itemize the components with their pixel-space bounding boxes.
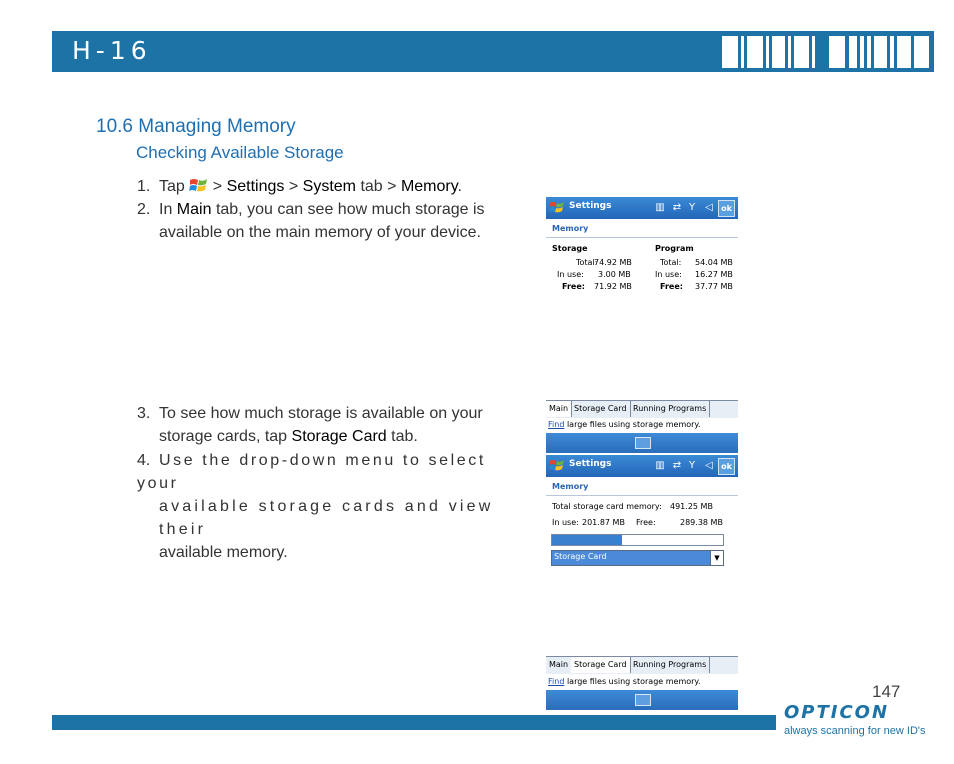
dropdown-value: Storage Card [554, 552, 607, 561]
system-term: System [302, 178, 356, 195]
divider [546, 495, 738, 496]
memory-screen-storage-card [546, 455, 738, 711]
step-text: storage cards, tap [159, 428, 288, 445]
windows-start-icon[interactable] [549, 200, 565, 216]
subsection-title: Checking Available Storage [136, 143, 344, 162]
storage-card-term: Storage Card [291, 428, 387, 445]
volume-icon[interactable]: ◁ [705, 460, 713, 471]
keyboard-status-icon[interactable]: ▥ [655, 460, 665, 471]
title-bar [546, 455, 738, 477]
total-label: Total: [576, 258, 598, 267]
inuse-label: In use: [552, 518, 579, 527]
connectivity-icon[interactable]: ⇄ [672, 460, 682, 471]
find-line [548, 677, 701, 686]
chevron-down-icon[interactable]: ▼ [710, 551, 723, 565]
find-text: large files using storage memory. [566, 420, 701, 429]
total-card-memory-value: 491.25 MB [670, 502, 713, 511]
title-bar [546, 197, 738, 219]
tab-storage-card[interactable]: Storage Card [571, 401, 631, 417]
free-label: Free: [562, 282, 585, 291]
bottom-menu-bar [546, 690, 738, 710]
opticon-logo: OPTICON [784, 702, 890, 723]
step-text: available on the main memory of your device. [159, 224, 481, 241]
usage-progress-fill [552, 535, 622, 545]
settings-term: Settings [226, 178, 285, 195]
ok-button[interactable]: ok [718, 200, 735, 217]
step-text: > [387, 178, 397, 195]
memory-term: Memory [400, 178, 458, 195]
header-bar [52, 31, 934, 72]
free-label: Free: [636, 518, 656, 527]
step-text: Use the drop-down menu to select your [137, 452, 486, 492]
step-number: 2. [137, 201, 151, 218]
step-text: . [457, 178, 462, 195]
divider [546, 237, 738, 238]
step-text: tab. [391, 428, 418, 445]
model-label: H-16 [72, 36, 152, 65]
volume-icon[interactable]: ◁ [705, 202, 713, 213]
screen-title: Settings [569, 201, 612, 211]
tab-heading: Memory [552, 224, 589, 233]
tab-running-programs[interactable]: Running Programs [630, 401, 710, 417]
connectivity-icon[interactable]: ⇄ [672, 202, 682, 213]
step-2 [137, 198, 517, 244]
step-text: To see how much storage is available on your [159, 405, 483, 422]
find-text: large files using storage memory. [566, 677, 701, 686]
tab-strip [546, 400, 738, 418]
storage-total-value: 74.92 MB [594, 258, 632, 267]
storage-free-value: 71.92 MB [594, 282, 632, 291]
storage-dropdown[interactable] [551, 550, 724, 566]
program-inuse-value: 16.27 MB [695, 270, 733, 279]
storage-header: Storage [552, 244, 588, 253]
barcode-graphic [719, 36, 934, 68]
tab-storage-card[interactable]: Storage Card [571, 657, 631, 673]
step-text: > [212, 178, 223, 195]
tab-main[interactable]: Main [546, 657, 572, 673]
memory-screen-main [546, 197, 738, 455]
step-text: tab [360, 178, 383, 195]
windows-start-icon [189, 176, 209, 195]
screen-title: Settings [569, 459, 612, 469]
keyboard-icon[interactable] [635, 437, 651, 449]
footer-bar [52, 715, 776, 730]
step-number: 1. [137, 178, 151, 195]
find-link[interactable]: Find [548, 677, 565, 686]
free-value: 289.38 MB [680, 518, 723, 527]
signal-icon[interactable]: Y [688, 202, 696, 213]
find-line [548, 420, 701, 429]
brand-tagline: always scanning for new ID's [784, 725, 926, 737]
free-label: Free: [660, 282, 683, 291]
program-total-value: 54.04 MB [695, 258, 733, 267]
page-number: 147 [872, 682, 901, 701]
step-text: Tap [159, 178, 185, 195]
section-title: 10.6 Managing Memory [96, 116, 296, 137]
main-term: Main [176, 201, 212, 218]
inuse-label: In use: [557, 270, 584, 279]
inuse-value: 201.87 MB [582, 518, 625, 527]
usage-progress-bar [551, 534, 724, 546]
step-text: In [159, 201, 173, 218]
program-header: Program [655, 244, 694, 253]
ok-button[interactable]: ok [718, 458, 735, 475]
step-text: > [288, 178, 299, 195]
step-1 [137, 175, 462, 198]
tab-heading: Memory [552, 482, 589, 491]
step-number: 4. [137, 452, 151, 469]
step-3 [137, 402, 517, 448]
tab-main[interactable]: Main [546, 401, 572, 417]
find-link[interactable]: Find [548, 420, 565, 429]
storage-inuse-value: 3.00 MB [598, 270, 631, 279]
step-text: available memory. [159, 544, 288, 561]
step-4 [137, 449, 517, 564]
windows-start-icon[interactable] [549, 458, 565, 474]
tab-strip [546, 656, 738, 674]
total-card-memory-label: Total storage card memory: [552, 502, 662, 511]
bottom-menu-bar [546, 433, 738, 453]
signal-icon[interactable]: Y [688, 460, 696, 471]
total-label: Total: [660, 258, 682, 267]
tab-running-programs[interactable]: Running Programs [630, 657, 710, 673]
step-text: available storage cards and view their [159, 498, 494, 538]
keyboard-icon[interactable] [635, 694, 651, 706]
inuse-label: In use: [655, 270, 682, 279]
step-number: 3. [137, 405, 151, 422]
program-free-value: 37.77 MB [695, 282, 733, 291]
keyboard-status-icon[interactable]: ▥ [655, 202, 665, 213]
step-text: tab, you can see how much storage is [215, 201, 485, 218]
